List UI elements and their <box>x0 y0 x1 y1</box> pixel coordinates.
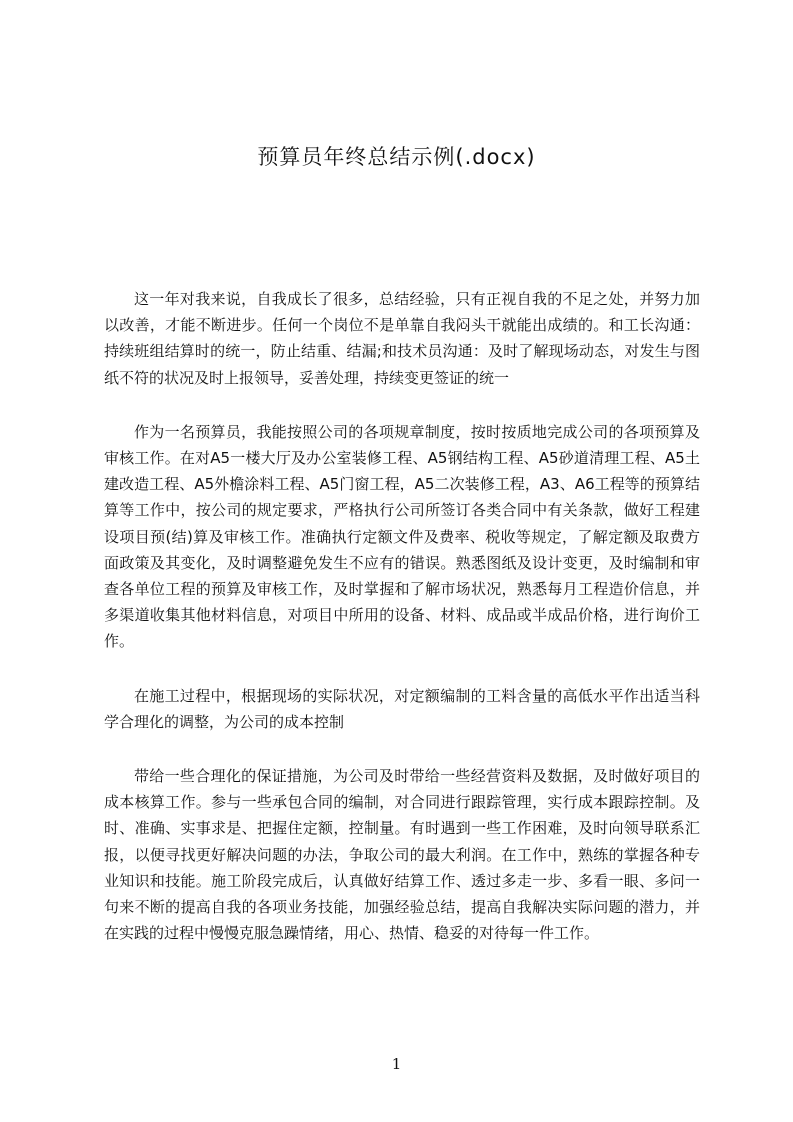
paragraph-4: 带给一些合理化的保证措施，为公司及时带给一些经营资料及数据，及时做好项目的成本核算工作。参与一些承包合同的编制，对合同进行跟踪管理，实行成本跟踪控制。及时、准确、实事求是、把握住定额，控制量。有时遇到一些工作困难，及时向领导联系汇报，以便寻找更好解决问题的办法，争取公司的最大利润。在工作中，熟练的掌握各种专业知识和技能。施工阶段完成后，认真做好结算工作、透过多走一步、多看一眼、多问一句来不断的提高自我的各项业务技能，加强经验总结，提高自我解决实际问题的潜力，并在实践的过程中慢慢克服急躁情绪，用心、热情、稳妥的对待每一件工作。 <box>104 767 700 943</box>
paragraph-1: 这一年对我来说，自我成长了很多，总结经验，只有正视自我的不足之处，并努力加以改善，才能不断进步。任何一个岗位不是单靠自我闷头干就能出成绩的。和工长沟通：持续班组结算时的统一，防止结重、结漏;和技术员沟通：及时了解现场动态，对发生与图纸不符的状况及时上报领导，妥善处理，持续变更签证的统一 <box>104 290 700 387</box>
paragraph-3: 在施工过程中，根据现场的实际状况，对定额编制的工料含量的高低水平作出适当科学合理化的调整，为公司的成本控制 <box>104 686 700 731</box>
document-body <box>104 286 700 974</box>
page-number: 1 <box>391 1055 402 1073</box>
paragraph-2: 作为一名预算员，我能按照公司的各项规章制度，按时按质地完成公司的各项预算及审核工作。在对A5一楼大厅及办公室装修工程、A5钢结构工程、A5砂道清理工程、A5土建改造工程、A5外檐涂料工程、A5门窗工程，A5二次装修工程，A3、A6工程等的预算结算等工作中，按公司的规定要求，严格执行公司所签订各类合同中有关条款，做好工程建设项目预(结)算及审核工作。准确执行定额文件及费率、税收等规定，了解定额及取费方面政策及其变化，及时调整避免发生不应有的错误。熟悉图纸及设计变更，及时编制和审查各单位工程的预算及审核工作，及时掌握和了解市场状况，熟悉每月工程造价信息，并多渠道收集其他材料信息，对项目中所用的设备、材料、成品或半成品价格，进行询价工作。 <box>104 422 700 651</box>
document-title: 预算员年终总结示例(.docx) <box>257 145 536 169</box>
